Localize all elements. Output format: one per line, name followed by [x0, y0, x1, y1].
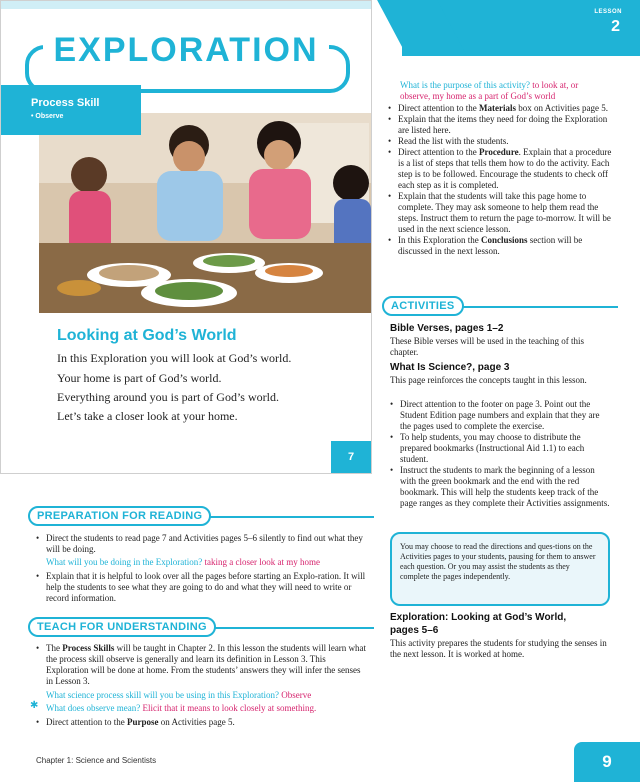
teach-answer-1: Observe [281, 690, 312, 700]
teach-question-2: What does observe mean? [46, 703, 141, 713]
list-item: • Explain that the students will take this page home to complete. They may ask someone to help them read the steps. Instruct them to return the page to-morrow. It will be used in the next science lesson. [388, 191, 612, 235]
what-is-science-text: This page reinforces the concepts taught in this lesson. [390, 375, 587, 385]
activities-header: ACTIVITIES [382, 296, 464, 316]
exploration-title-text: EXPLORATION [43, 31, 328, 69]
lesson-tab [402, 0, 640, 56]
teach-header: TEACH FOR UNDERSTANDING [28, 617, 216, 637]
list-item: • In this Exploration the Conclusions section will be discussed in the next lesson. [388, 235, 612, 257]
list-item: • The Process Skills will be taught in Chapter 2. In this lesson the students will learn what the process skill observe is generally and learn its definition in Lesson 3. This Exploration will be done at home. From the students’ answers they will infer the senses in Lesson 3. [36, 643, 368, 687]
list-item: • To help students, you may choose to distribute the prepared bookmarks (Instructional Aid 1.1) to each student. [390, 432, 612, 465]
teacher-note-text: You may choose to read the directions and ques-tions on the Activities pages to your students, pausing for them to answer each question. Or you may assist the students as they complete the pages independently. [400, 542, 596, 581]
list-item: • Read the list with the students. [388, 136, 612, 147]
teach-question-1-line [46, 690, 366, 701]
family-dinner-photo [39, 113, 371, 313]
preparation-answer: taking a closer look at my home [204, 557, 320, 567]
activities-list [390, 399, 612, 509]
list-item: • Instruct the students to mark the beginning of a lesson with the green bookmark and the end with the red bookmark. This will help the students keep track of the page ranges as they complete their Activities assignments. [390, 465, 612, 509]
student-section-title: Looking at God’s World [57, 327, 237, 344]
sparkle-icon: ✱ [30, 700, 39, 711]
student-line-4: Let’s take a closer look at your home. [57, 409, 238, 423]
exploration-activity-text: This activity prepares the students for studying the senses in the next lesson. It is worked at home. [390, 638, 607, 659]
preparation-list [36, 533, 368, 555]
exploration-activity-title-2: pages 5–6 [390, 625, 439, 636]
preparation-question-line [46, 557, 366, 568]
list-item: • Direct attention to the Procedure. Explain that a procedure is a list of steps that tells them how to do the activity. Each step is to be followed. Encourage the students to check off each step as it is completed. [388, 147, 612, 191]
student-line-1: In this Exploration you will look at God’s world. [57, 351, 292, 365]
process-skill-title: Process Skill [31, 97, 100, 109]
bible-verses-title: Bible Verses, pages 1–2 [390, 323, 504, 334]
teach-list [36, 643, 368, 687]
list-item: • Explain that it is helpful to look over all the pages before starting an Explo-ration. It will help the students to see what they are going to do and what they will need to write or record information. [36, 571, 368, 604]
preparation-header: PREPARATION FOR READING [28, 506, 211, 526]
lesson-label: LESSON [594, 9, 622, 15]
list-item: • Explain that the items they need for doing the Exploration are listed here. [388, 114, 612, 136]
preparation-list-2 [36, 571, 368, 604]
exploration-title [1, 31, 371, 70]
chapter-footer: Chapter 1: Science and Scientists [36, 756, 157, 765]
student-page-number: 7 [331, 441, 371, 473]
teach-answer-2: Elicit that it means to look closely at something. [142, 703, 317, 713]
teach-list-2 [36, 717, 368, 728]
list-item: • Direct attention to the Purpose on Activities page 5. [36, 717, 368, 728]
page-number: 9 [574, 742, 640, 782]
list-item: • Direct attention to the Materials box on Activities page 5. [388, 103, 612, 114]
bible-verses-text: These Bible verses will be used in the teaching of this chapter. [390, 336, 584, 357]
student-page-top-bar [1, 1, 371, 9]
family-photo-illustration [39, 113, 371, 313]
teach-question-1: What science process skill will you be using in this Exploration? [46, 690, 279, 700]
lesson-number: 2 [611, 18, 620, 35]
list-item: • Direct the students to read page 7 and Activities pages 5–6 silently to find out what they will be doing. [36, 533, 368, 555]
student-line-2: Your home is part of God’s world. [57, 371, 222, 385]
purpose-answer: to look at, or observe, my home as a part of God’s world [400, 80, 579, 101]
student-page [0, 0, 372, 474]
process-skill-box [1, 85, 141, 135]
purpose-question: What is the purpose of this activity? [400, 80, 530, 90]
preparation-question: What will you be doing in the Exploration? [46, 557, 203, 567]
list-item: • Direct attention to the footer on page 3. Point out the Student Edition page numbers and explain that they are the pages used to complete the exercise. [390, 399, 612, 432]
what-is-science-title: What Is Science?, page 3 [390, 362, 510, 373]
purpose-question-block [400, 80, 610, 102]
student-line-3: Everything around you is part of God’s world. [57, 390, 279, 404]
process-skill-item: • Observe [31, 113, 64, 120]
exploration-steps-list [388, 103, 612, 257]
exploration-activity-title-1: Exploration: Looking at God’s World, [390, 612, 567, 623]
teach-question-2-line [46, 703, 366, 714]
